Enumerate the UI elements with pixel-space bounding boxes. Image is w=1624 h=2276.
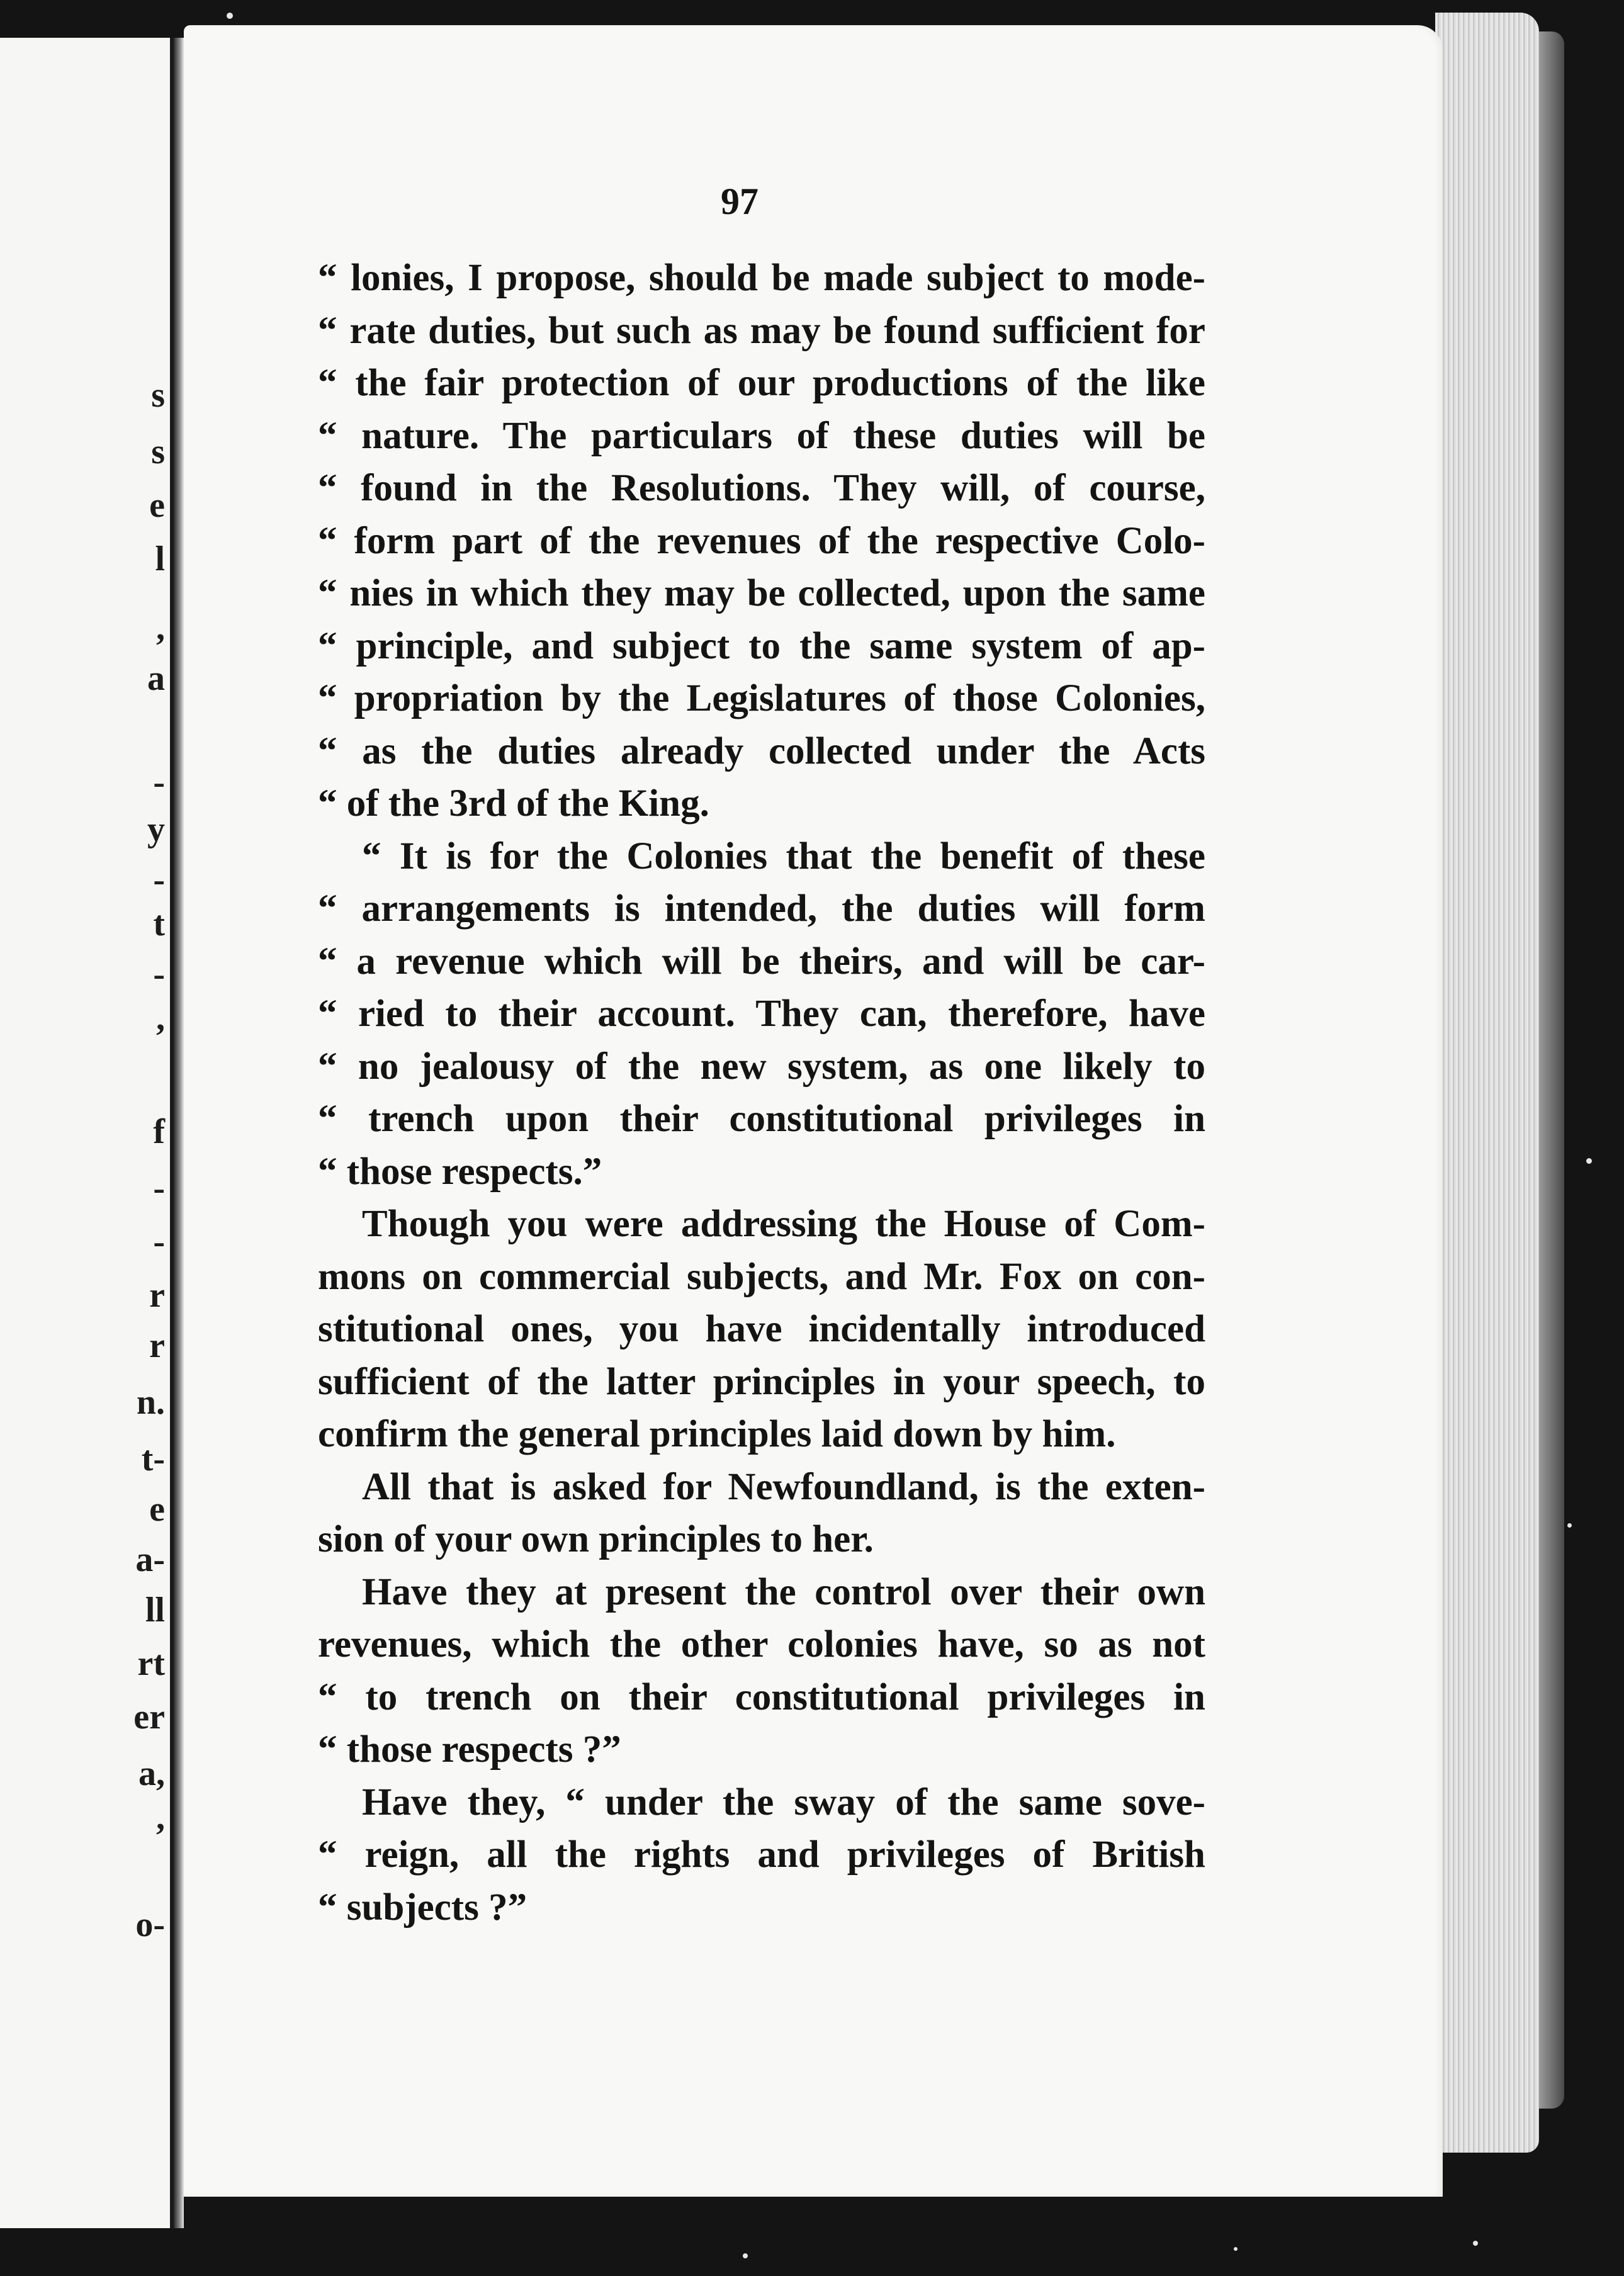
left-page-fragment: e [149,1490,165,1529]
text-line: “ subjects ?” [318,1886,527,1929]
body-text [318,252,1205,1934]
text-line: “ rate duties, but such as may be found sufficient for [318,309,1205,352]
text-line: “ to trench on their constitutional privileges in [318,1676,1205,1718]
left-page-fragment: ll [145,1591,165,1630]
left-page-fragment: - [153,860,165,899]
text-line: “ those respects.” [318,1150,602,1193]
left-page-fragment: er [133,1698,165,1737]
page-block-edges [1435,13,1539,2153]
text-line: confirm the general principles laid down by him. [318,1413,1116,1455]
left-facing-page [0,38,174,2228]
text-line: “ propriation by the Legislatures of those Colonies, [318,677,1205,719]
left-page-fragment: - [153,1222,165,1261]
text-line: “ reign, all the rights and privileges of British [318,1834,1205,1876]
text-line: “ a revenue which will be theirs, and will be car- [318,940,1205,983]
left-page-fragment: t- [141,1439,165,1479]
left-page-fragment: o- [135,1905,165,1944]
text-line: stitutional ones, you have incidentally introduced [318,1308,1205,1350]
text-line: “ of the 3rd of the King. [318,782,709,825]
text-line: Have they, “ under the sway of the same sove- [362,1781,1205,1823]
left-page-fragment: - [153,1169,165,1208]
text-line: “ ried to their account. They can, therefore, have [318,993,1205,1035]
left-page-fragment: s [151,376,165,415]
left-page-fragment: - [153,955,165,994]
text-line: “ as the duties already collected under the Acts [318,730,1205,772]
scan-speck [1567,1523,1572,1528]
text-line: “ It is for the Colonies that the benefit of these [362,835,1205,877]
left-page-fragment: f [153,1112,165,1151]
text-line: sufficient of the latter principles in your speech, to [318,1360,1205,1403]
text-line: “ no jealousy of the new system, as one likely to [318,1045,1205,1088]
left-page-fragment: s [151,432,165,471]
text-line: mons on commercial subjects, and Mr. Fox on con- [318,1255,1205,1298]
left-page-fragment: l [155,539,165,578]
scan-speck [1586,1158,1592,1164]
left-page-fragment: a [147,659,165,698]
text-line: “ the fair protection of our productions of the like [318,362,1205,404]
left-page-fragment: , [156,1798,165,1837]
left-page-fragment: , [156,999,165,1038]
text-line: “ nature. The particulars of these duties will be [318,414,1205,457]
text-line: “ trench upon their constitutional privileges in [318,1098,1205,1140]
left-page-fragment: a, [138,1754,165,1793]
text-line: “ lonies, I propose, should be made subject to mode- [318,257,1205,299]
book-gutter [174,38,184,2228]
scan-speck [227,13,233,19]
scan-speck [743,2253,748,2258]
scan-speck [1473,2241,1478,2246]
text-line: sion of your own principles to her. [318,1518,874,1560]
left-page-fragment: n. [136,1383,165,1422]
scan-speck [1234,2247,1238,2251]
left-page-fragment: , [156,609,165,648]
left-page-fragment: y [147,810,165,849]
text-line: “ form part of the revenues of the respective Colo- [318,519,1205,562]
text-line: “ arrangements is intended, the duties will form [318,887,1205,930]
page-number: 97 [721,181,758,222]
left-page-fragment: - [153,763,165,802]
left-page-fragment: r [149,1326,165,1365]
text-line: revenues, which the other colonies have, so as not [318,1623,1205,1665]
text-line: All that is asked for Newfoundland, is the exten- [362,1465,1205,1508]
left-page-fragment: a- [135,1540,165,1579]
text-line: “ nies in which they may be collected, upon the same [318,572,1205,614]
left-page-fragment: rt [137,1644,165,1683]
text-line: “ those respects ?” [318,1728,621,1771]
left-page-fragment: e [149,486,165,525]
left-page-fragment: r [149,1276,165,1315]
text-line: “ principle, and subject to the same system of ap- [318,624,1205,667]
left-page-fragment: t [153,904,165,944]
text-line: “ found in the Resolutions. They will, of course, [318,467,1205,509]
text-line: Have they at present the control over their own [362,1570,1205,1613]
text-line: Though you were addressing the House of Com- [362,1203,1205,1245]
